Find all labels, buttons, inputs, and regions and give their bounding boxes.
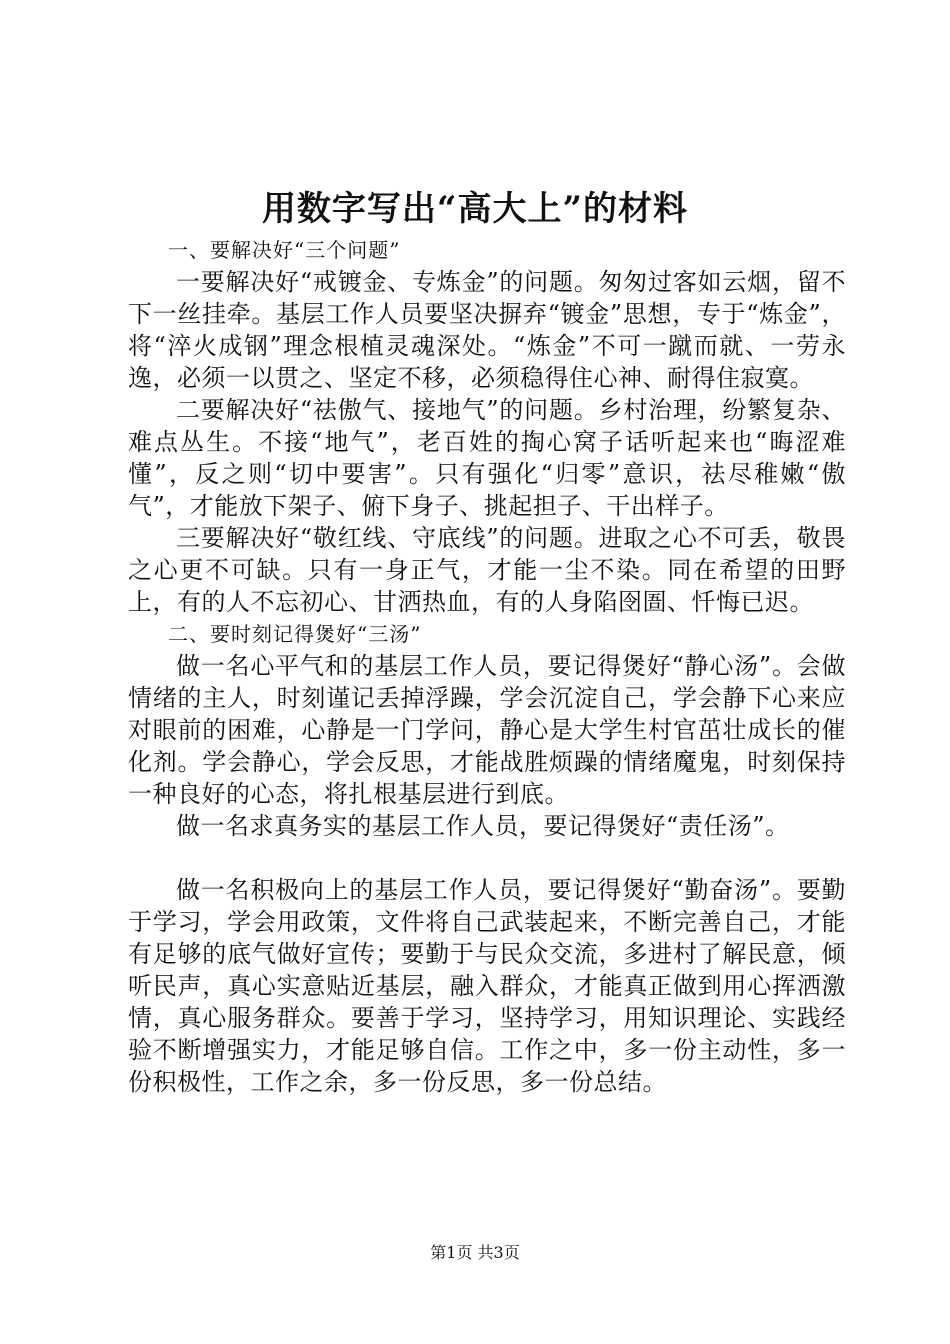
section-heading-2: 二、要时刻记得煲好“三汤” — [168, 622, 422, 646]
paragraph-2: 二要解决好“祛傲气、接地气”的问题。乡村治理，纷繁复杂、难点丛生。不接“地气”，老百姓的掏心窝子话听起来也“晦涩难懂”，反之则“切中要害”。只有强化“归零”意识，祛尽稚嫩“傲气”，才能放下架子、俯下身子、挑起担子、干出样子。 — [128, 396, 846, 520]
paragraph-gap — [128, 842, 846, 874]
paragraph-5: 做一名求真务实的基层工作人员，要记得煲好“责任汤”。 — [176, 812, 790, 840]
section-heading-1: 一、要解决好“三个问题” — [168, 238, 401, 262]
document-body — [128, 234, 846, 1098]
paragraph-6: 做一名积极向上的基层工作人员，要记得煲好“勤奋汤”。要勤于学习，学会用政策，文件将自己武装起来，不断完善自己，才能有足够的底气做好宣传；要勤于与民众交流，多进村了解民意，倾听民声，真心实意贴近基层，融入群众，才能真正做到用心挥洒激情，真心服务群众。要善于学习，坚持学习，用知识理论、实践经验不断增强实力，才能足够自信。工作之中，多一份主动性，多一份积极性，工作之余，多一份反思，多一份总结。 — [128, 876, 846, 1096]
paragraph-3: 三要解决好“敬红线、守底线”的问题。进取之心不可丢，敬畏之心更不可缺。只有一身正气，才能一尘不染。同在希望的田野上，有的人不忘初心、甘洒热血，有的人身陷囹圄、忏悔已迟。 — [128, 524, 846, 616]
page-footer: 第1页 共3页 — [430, 1243, 520, 1262]
paragraph-1: 一要解决好“戒镀金、专炼金”的问题。匆匆过客如云烟，留不下一丝挂牵。基层工作人员要坚决摒弃“镀金”思想，专于“炼金”，将“淬火成钢”理念根植灵魂深处。“炼金”不可一蹴而就、一劳永逸，必须一以贯之、坚定不移，必须稳得住心神、耐得住寂寞。 — [128, 268, 846, 392]
document-title: 用数字写出“高大上”的材料 — [261, 189, 689, 229]
paragraph-4: 做一名心平气和的基层工作人员，要记得煲好“静心汤”。会做情绪的主人，时刻谨记丢掉浮躁，学会沉淀自己，学会静下心来应对眼前的困难，心静是一门学问，静心是大学生村官茁壮成长的催化剂。学会静心，学会反思，才能战胜烦躁的情绪魔鬼，时刻保持一种良好的心态，将扎根基层进行到底。 — [128, 652, 846, 808]
